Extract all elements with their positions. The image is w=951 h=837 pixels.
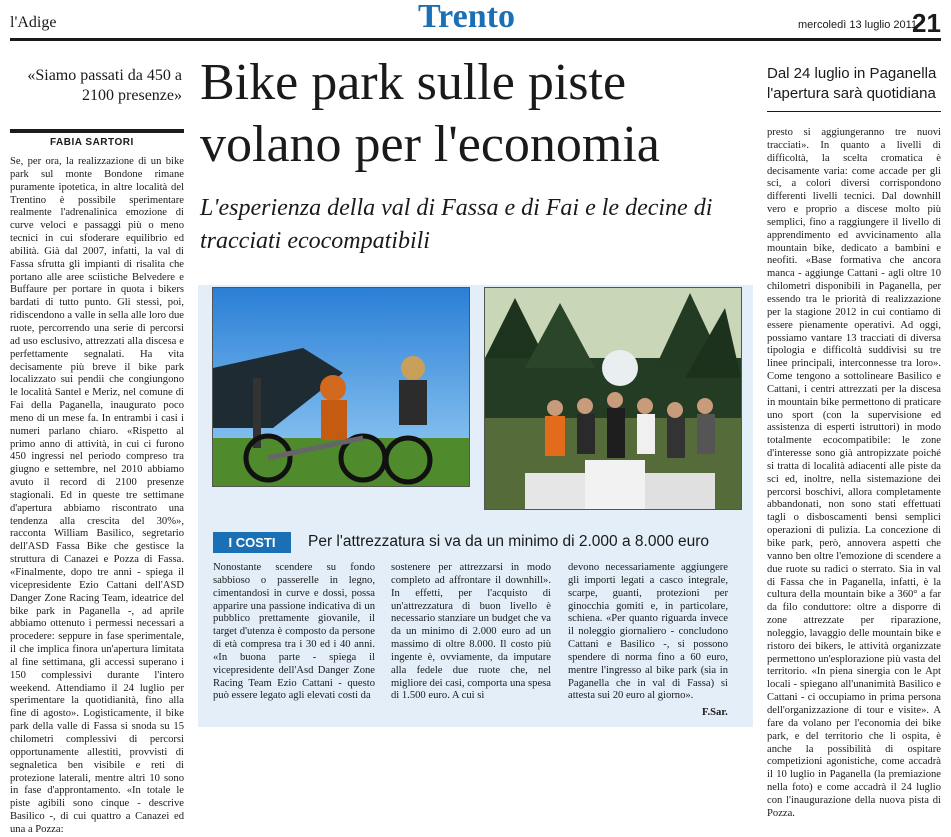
subheadline: L'esperienza della val di Fassa e di Fai e le decine di tracciati ecocompatibili <box>200 195 713 254</box>
masthead-rule <box>10 38 941 41</box>
section-title: Trento <box>418 0 515 35</box>
newspaper-name: l'Adige <box>10 14 57 31</box>
byline: FABIA SARTORI <box>50 137 134 148</box>
box-column-3: devono necessariamente aggiungere gli importi legati a casco integrale, scarpe, guanti, protezioni per ginocchia gomiti e, in particolare, schiena. «Per quanto riguarda invece il noleggio giornaliero - concludono Cattani e Basilico -, si possono spendere di norma fino a 60 euro, mentre l'ingresso al bike park (sia in Paganella che in val di Fassa) si attesta sui 20 euro al giorno». <box>568 562 728 702</box>
box-tag: I COSTI <box>213 532 291 553</box>
headline: Bike park sulle piste volano per l'economia <box>200 54 660 173</box>
issue-date: mercoledì 13 luglio 2011 <box>798 19 918 31</box>
box-column-1: Nonostante scendere su fondo sabbioso o passerelle in legno, cimentandosi in curve e dossi, possa apparire una passione indicativa di un pubblico prettamente giovanile, il target d'utenza è composto da persone di età compresa tra i 30 ed i 40 anni. «In buona parte - spiega il vicepresidente dell'Asd Danger Zone Racing Team Ezio Cattani - questo può essere legato agli elevati costi da <box>213 562 375 702</box>
pull-quote: «Siamo passati da 450 a 2100 presenze» <box>27 67 182 104</box>
right-kicker: Dal 24 luglio in Paganella l'apertura sarà quotidiana <box>767 65 937 102</box>
right-kicker-rule <box>767 111 941 112</box>
byline-rule <box>10 129 184 133</box>
podium-photo <box>484 287 742 510</box>
box-signature: F.Sar. <box>702 707 728 718</box>
page-number: 21 <box>912 8 941 38</box>
riders-photo <box>212 287 470 487</box>
article-column-left: Se, per ora, la realizzazione di un bike park sul monte Bondone rimane puramente ipotetica, in altre località del Trentino è possibile sperimentare realmente l'adrenalinica emozione di curve veloci e passaggi più o meno tecnici in cui sfoderare equilibrio ed abilità. Già dal 2007, infatti, la val di Fassa sfrutta gli impianti di risalita che portano alle aree sciistiche Belvedere e Buffaure per portare in quota i bikers bardati di tutto punto. Gli stessi, poi, ridiscendono a valle in sella alle loro due ruote, percorrendo una serie di percorsi ad uso esclusivo, attrezzati alla discesa e perfettamente segnalati. Ha vita decisamente più breve il bike park localizzato sui pendii che congiungono le località Santel e Meriz, nel comune di Fai della Paganella, inaugurato poco meno di un mese fa. In entrambi i casi i numeri parlano chiaro. «Rispetto al primo anno di attività, in cui ci furono 450 ingressi nel periodo compreso tra giugno e settembre, nel 2010 abbiamo avuto il record di 2100 presenze stagionali. Ed in queste tre settimane d'apertura abbiamo riscontrato una tendenza alla crescita del 30%», racconta William Basilico, segretario dell'ASD Fassa Bike che gestisce la struttura di Canazei e Pozza di Fassa. «Finalmente, dopo tre anni - spiega il vicepresidente Ezio Cattani dell'ASD Danger Zone Racing Team, ideatrice del bike park in Paganella -, ad aprile abbiamo ottenuto i permessi necessari a procedere: seppure in fase sperimentale, il che implica finora un'apertura limitata al fine settimana, gli accessi superano i 150 complessivi durante l'intero weekend. Attendiamo il 24 luglio per sperimentare la quotidianità, fino alla fine di agosto». Logisticamente, il bike park della valle di Fassa si snoda su 15 chilometri complessivi di percorsi opportunamente allestiti, provvisti di segnaletica ben visibile e reti di protezione laterali, mentre altri 10 sono in fase d'approntamento. «In totale le piste agibili sono cinque - descrive Basilico -, di cui quattro a Canazei ed una a Pozza: <box>10 156 184 835</box>
article-column-right: presto si aggiungeranno tre nuovi tracciati». In quanto a livelli di difficoltà, la scelta cromatica è decisamente varia: come accade per gli sci, a colori diversi corrispondono differenti livelli tecnici. Dal downhill vero e proprio a discese molto più semplici, fino a raggiungere il livello di apprendimento ed avvicinamento alla mountain bike, dedicato a bambini e neofiti. «Base formativa che ancora manca - aggiunge Cattani - agli oltre 10 chilometri disponibili in Paganella, per essendo tra le priorità di realizzazione per la stagione 2012 in cui contiamo di essere pienamente operativi. Ad oggi, possiamo vantare 13 tracciati di diversa tipologia e difficoltà suddivisi su tre linee principali, interconnesse tra loro». Come tengono a sottolineare Basilico e Cattani, i centri attrezzati per la discesa in mountain bike permettono di praticare uno sport (con la supervisione ed assistenza di esperti istruttori) in modo totalmente ecocompatibile: le zone d'interesse sono già antropizzate poiché si tratta di località adiacenti alle piste da sci ed, inoltre, nella sistemazione dei percorsi boschivi, allora completamente abbandonati, non sono stati effettuati tagli o disboscamenti bensì semplici operazioni di pulizia. La concezione di bike park, però, annovera aspetti che vanno ben oltre l'emozione di scendere a due ruote su radici o sterrato. Sia in val di Fassa che in Paganella, infatti, è la cultura della mountain bike a 360° a far da filo conduttore: oltre a disporre di zone attrezzate per riparazione, noleggio, lavaggio delle mountain bike e ristoro dei bikers, le attività organizzate permettono un'esplorazione più vasta del territorio. «In piena sinergia con le Apt locali - spiegano all'unanimità Basilico e Cattani - ci occupiamo in prima persona dell'organizzazione di tour e visite». A fare da volano per l'economia dei bike park, e del territorio che li ospita, è anche la possibilità di ospitare competizioni agonistiche, come accadrà il 10 luglio in Paganella (la premiazione nella foto) e come accadrà il 24 luglio con l'inaugurazione della nuova pista di Pozza. <box>767 127 941 819</box>
box-headline: Per l'attrezzatura si va da un minimo di 2.000 a 8.000 euro <box>308 533 710 550</box>
box-column-2: sostenere per attrezzarsi in modo completo ad affrontare il downhill». In effetti, per l'acquisto di un'attrezzatura di buon livello è necessario stanziare un budget che va da un minimo di 2.000 euro ad un massimo di oltre 8.000. Il costo più ingente è, ovviamente, da imputare alla fedele due ruote che, nel migliore dei casi, comporta una spesa di 1.500 euro. A cui si <box>391 562 551 702</box>
